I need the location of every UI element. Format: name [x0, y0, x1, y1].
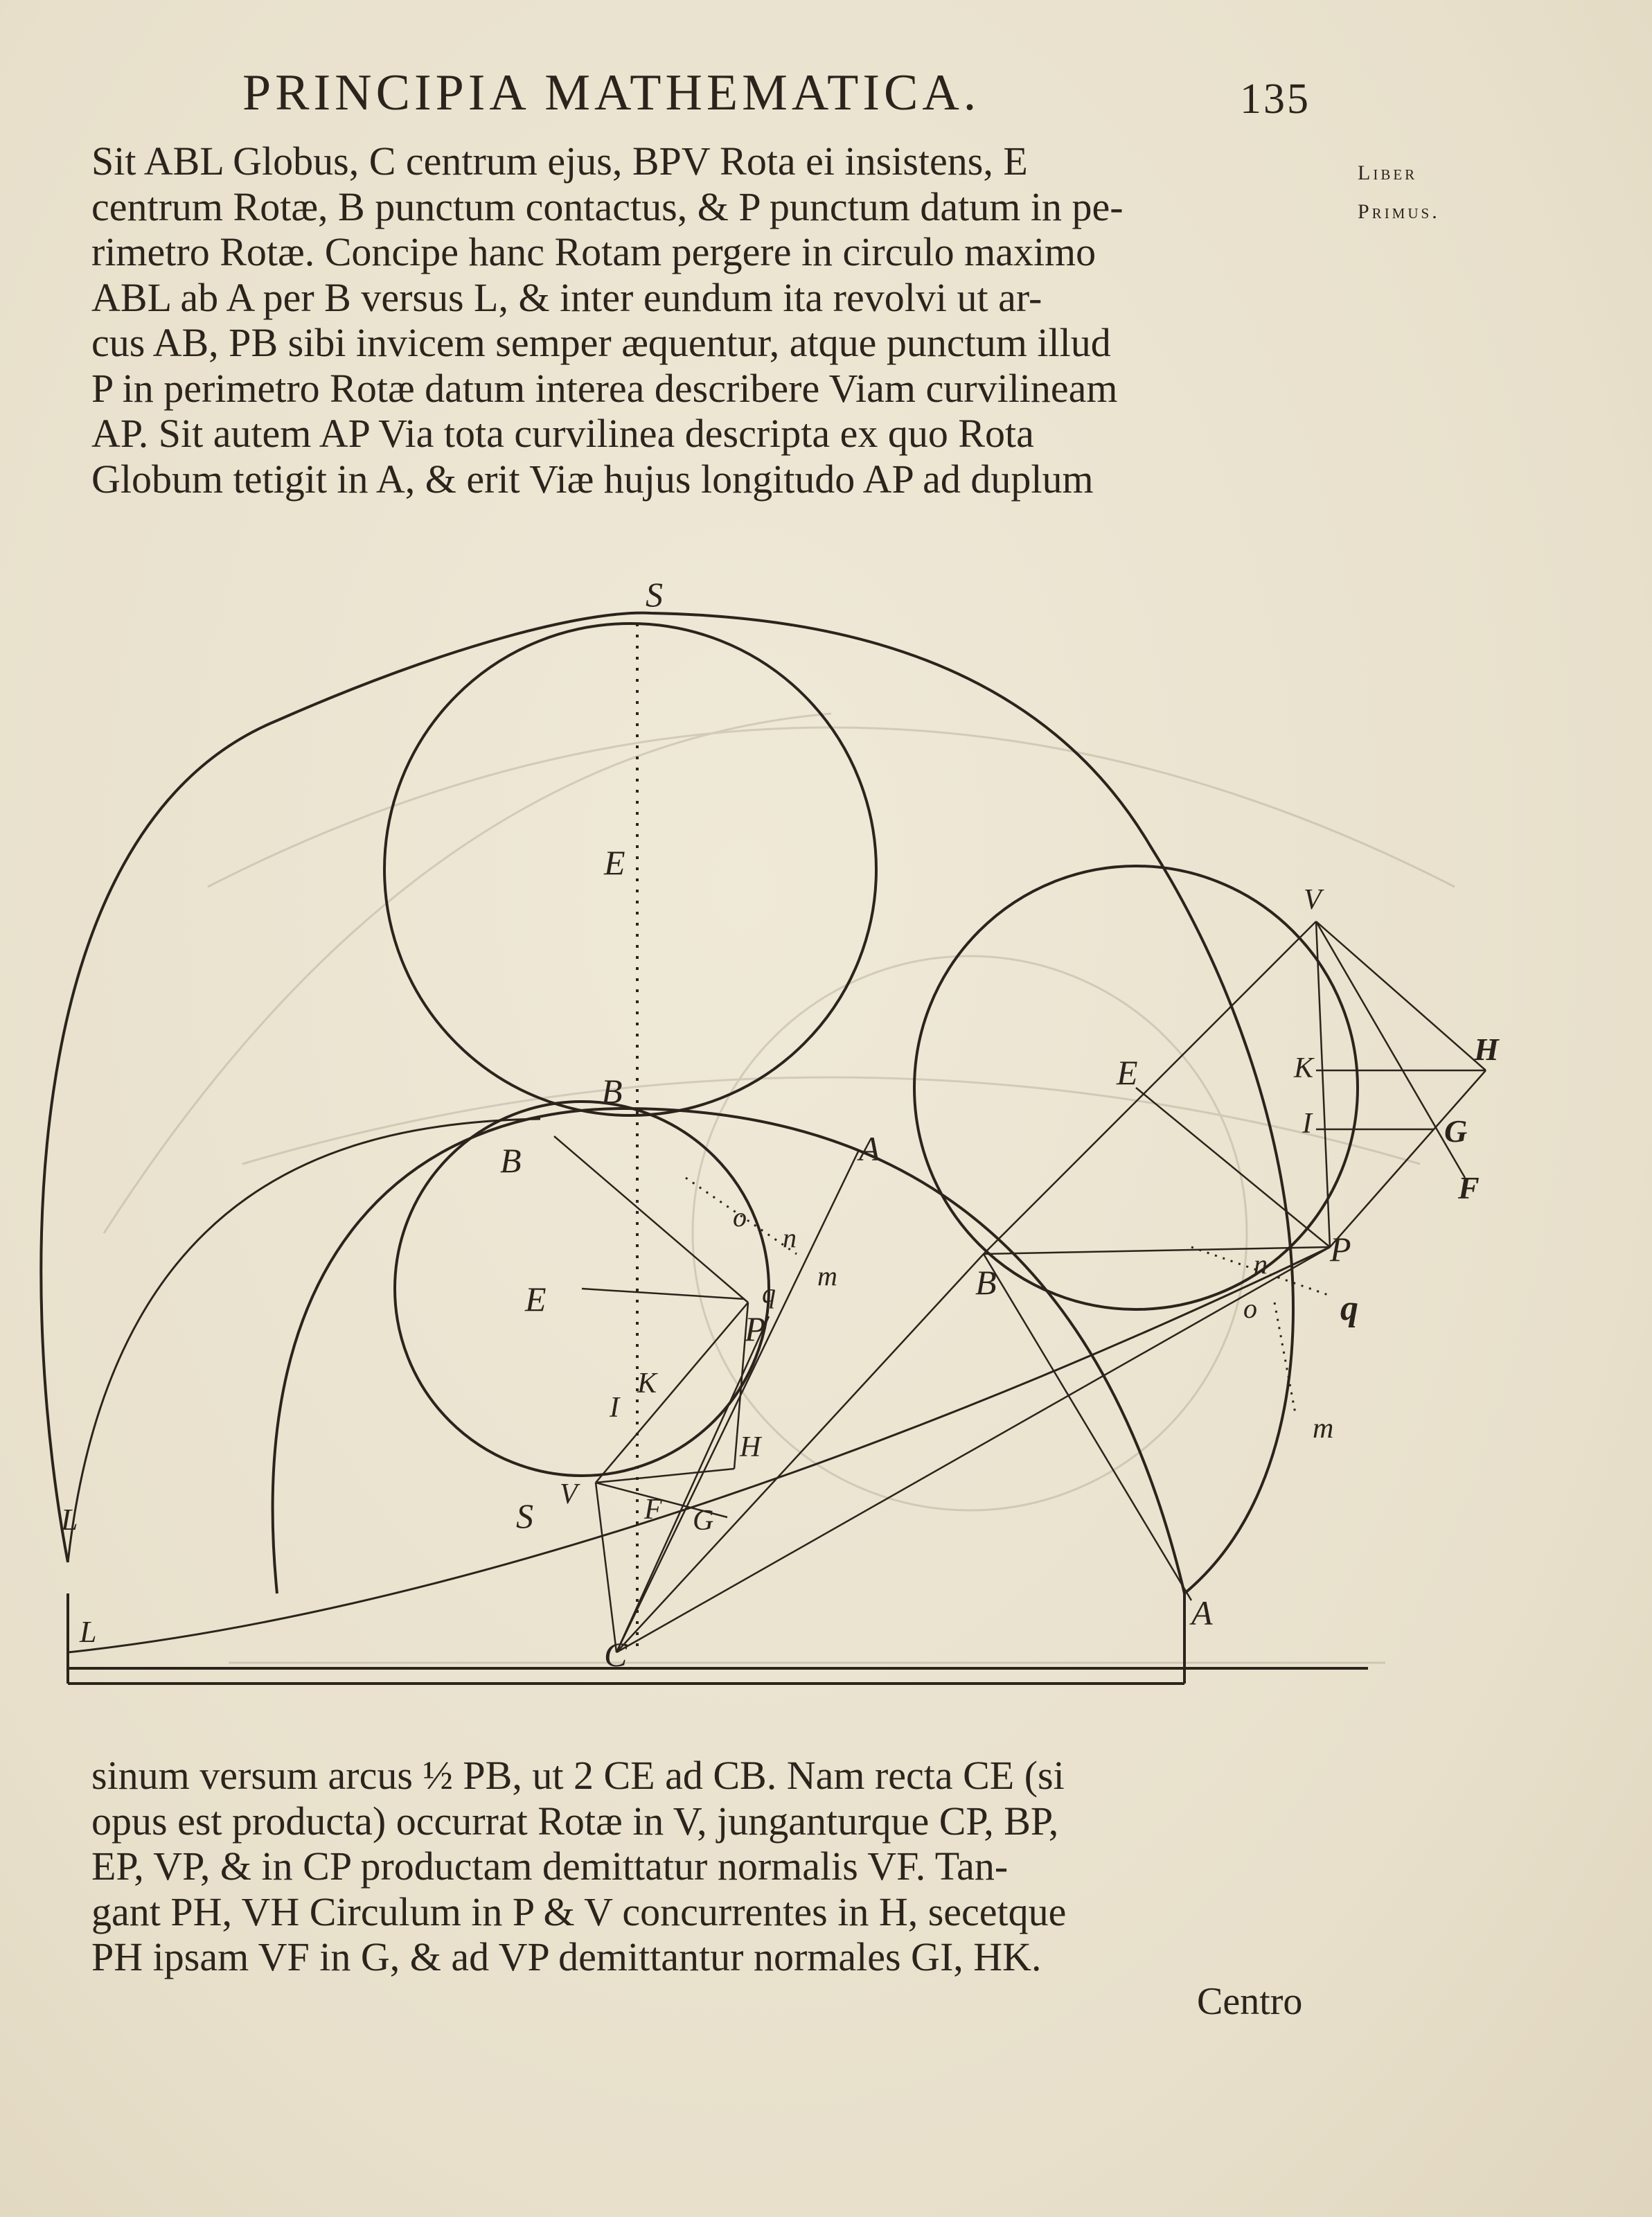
label-I: I [1302, 1108, 1312, 1140]
globe-arc [273, 1108, 1184, 1593]
label-B: B [601, 1072, 623, 1111]
label-n: n [1254, 1248, 1268, 1280]
line-BP-right [984, 1247, 1330, 1254]
label-L: L [80, 1615, 97, 1649]
curve-inner-left [68, 1119, 540, 1562]
label-m: m [1313, 1413, 1334, 1445]
label-F: F [1458, 1170, 1480, 1205]
paragraph-top [91, 139, 1338, 502]
line-VH-left [596, 1469, 734, 1483]
label-H: H [1474, 1032, 1499, 1067]
text-line: PH ipsam VF in G, & ad VP demittantur normales GI, HK. [91, 1934, 1042, 1979]
label-A: A [859, 1129, 880, 1168]
curve-lower [68, 1247, 1330, 1652]
label-K: K [1294, 1052, 1314, 1084]
text-line: rimetro Rotæ. Concipe hanc Rotam pergere in circulo maximo [91, 229, 1096, 274]
label-H: H [740, 1431, 761, 1463]
label-G: G [693, 1505, 714, 1537]
label-A: A [1191, 1593, 1213, 1632]
text-line: Globum tetigit in A, & erit Viæ hujus longitudo AP ad duplum [91, 456, 1094, 502]
label-V: V [1304, 884, 1322, 916]
label-F: F [644, 1494, 662, 1526]
text-line: Sit ABL Globus, C centrum ejus, BPV Rota ei insistens, E [91, 139, 1028, 184]
text-line: cus AB, PB sibi invicem semper æquentur, atque punctum illud [91, 320, 1111, 365]
line-BA-right [984, 1254, 1191, 1600]
label-o: o [1243, 1293, 1257, 1324]
line-CV [596, 1483, 616, 1652]
label-S: S [646, 575, 663, 614]
text-line: ABL ab A per B versus L, & inter eundum ita revolvi ut ar- [91, 274, 1042, 320]
geometric-figure [0, 554, 1652, 1704]
line-CP-right [616, 1247, 1330, 1652]
label-q: q [762, 1278, 776, 1309]
text-line: centrum Rotæ, B punctum contactus, & P punctum datum in pe- [91, 184, 1123, 229]
label-L: L [61, 1503, 78, 1537]
text-line: P in perimetro Rotæ datum interea describere Viam curvilineam [91, 365, 1118, 411]
label-m: m [817, 1260, 837, 1291]
page-number: 135 [1240, 76, 1311, 123]
label-G: G [1444, 1113, 1468, 1149]
text-line: EP, VP, & in CP productam demittatur normalis VF. Tan- [91, 1844, 1009, 1889]
label-P: P [1330, 1230, 1351, 1269]
catchword: Centro [1197, 1980, 1303, 2023]
line-BV-right [984, 921, 1316, 1254]
marginal-note [1358, 154, 1440, 231]
label-E: E [604, 843, 625, 882]
marginal-line: Primus. [1358, 200, 1440, 223]
label-C: C [604, 1635, 628, 1674]
label-S: S [516, 1496, 533, 1535]
label-P: P [745, 1309, 766, 1348]
line-PH-right [1330, 1070, 1486, 1247]
label-V: V [560, 1478, 578, 1510]
wheel-top [384, 624, 876, 1115]
line-EP-left [582, 1289, 745, 1299]
paragraph-bottom [91, 1753, 1338, 1980]
running-head: PRINCIPIA MATHEMATICA. [242, 64, 981, 121]
label-n: n [783, 1222, 797, 1253]
marginal-line: Liber [1358, 161, 1418, 184]
line-VH-right [1316, 921, 1486, 1070]
label-q: q [1340, 1289, 1358, 1328]
text-line: AP. Sit autem AP Via tota curvilinea descripta ex quo Rota [91, 411, 1034, 456]
label-E: E [525, 1280, 547, 1318]
text-line: sinum versum arcus ½ PB, ut 2 CE ad CB. Nam recta CE (si [91, 1753, 1065, 1798]
label-E: E [1117, 1053, 1138, 1092]
label-I: I [610, 1392, 619, 1424]
label-B: B [500, 1141, 522, 1180]
text-line: gant PH, VH Circulum in P & V concurrentes in H, secetque [91, 1889, 1067, 1934]
text-line: opus est producta) occurrat Rotæ in V, junganturque CP, BP, [91, 1798, 1059, 1844]
line-EP-right [1136, 1088, 1330, 1247]
epicycloid-outer [41, 613, 1293, 1593]
label-o: o [733, 1201, 747, 1233]
line-VF-right [1316, 921, 1468, 1178]
label-K: K [637, 1368, 657, 1399]
label-B: B [975, 1263, 997, 1302]
